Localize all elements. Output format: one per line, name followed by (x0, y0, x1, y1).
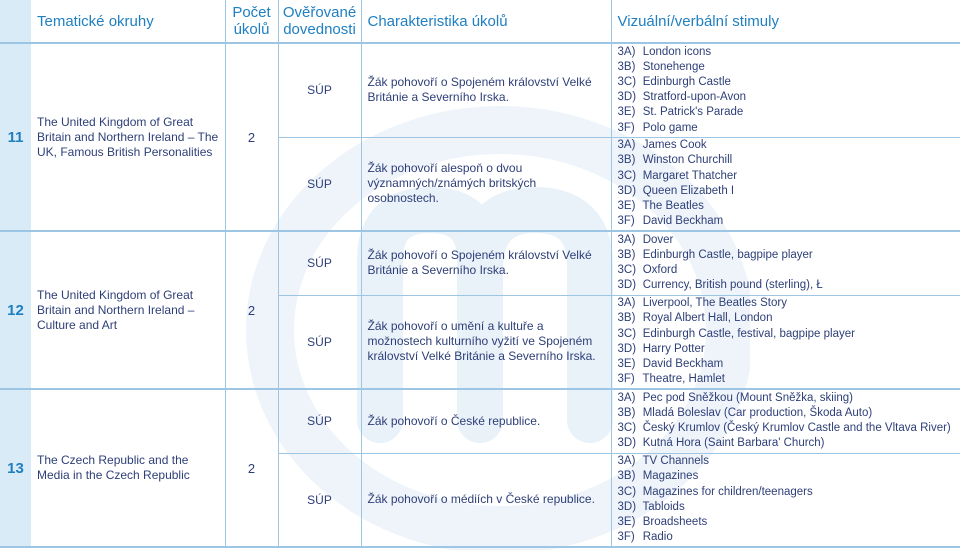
stimulus-item: 3C) Edinburgh Castle (617, 76, 731, 89)
header-stimuli: Vizuální/verbální stimuly (611, 0, 960, 43)
stimulus-item: 3F) Polo game (617, 121, 698, 134)
stimulus-item: 3B) Winston Churchill (617, 154, 733, 167)
stimulus-item: 3B) Magazines (617, 470, 699, 483)
header-number (0, 0, 31, 43)
task-description: Žák pohovoří alespoň o dvou významných/známých britských osobnostech. (361, 137, 611, 231)
task-count: 2 (225, 43, 278, 231)
stimulus-item: 3B) Mladá Boleslav (Car production, Škoda Auto) (617, 407, 873, 420)
stimulus-item: 3F) Radio (617, 531, 673, 544)
header-skills: Ověřované dovednosti (278, 0, 361, 43)
task-description: Žák pohovoří o Spojeném království Velké Británie a Severního Irska. (361, 231, 611, 295)
stimuli-list (611, 389, 960, 453)
stimulus-item: 3C) Edinburgh Castle, festival, bagpipe player (617, 327, 855, 340)
header-task-count: Počet úkolů (225, 0, 278, 43)
stimulus-item: 3A) TV Channels (617, 455, 709, 468)
stimulus-item: 3E) St. Patrick's Parade (617, 106, 744, 119)
topic-cell: The Czech Republic and the Media in the Czech Republic (31, 389, 225, 547)
stimulus-item: 3A) Dover (617, 233, 674, 246)
table-row (0, 43, 960, 137)
stimulus-item: 3E) Broadsheets (617, 515, 708, 528)
skill-cell: SÚP (278, 389, 361, 453)
stimuli-list (611, 43, 960, 137)
topic-cell: The United Kingdom of Great Britain and Northern Ireland – Culture and Art (31, 231, 225, 389)
stimulus-item: 3C) Oxford (617, 264, 678, 277)
stimulus-item: 3B) Edinburgh Castle, bagpipe player (617, 249, 813, 262)
skill-cell: SÚP (278, 43, 361, 137)
stimulus-item: 3A) Liverpool, The Beatles Story (617, 297, 787, 310)
stimuli-list (611, 295, 960, 389)
skill-cell: SÚP (278, 231, 361, 295)
stimulus-item: 3F) Theatre, Hamlet (617, 373, 725, 386)
table-row (0, 231, 960, 295)
stimuli-list (611, 453, 960, 547)
task-description: Žák pohovoří o České republice. (361, 389, 611, 453)
row-number: 12 (0, 231, 31, 389)
topic-cell: The United Kingdom of Great Britain and Northern Ireland – The UK, Famous British Personalities (31, 43, 225, 231)
header-topics: Tematické okruhy (31, 0, 225, 43)
stimulus-item: 3D) Stratford-upon-Avon (617, 91, 747, 104)
skill-cell: SÚP (278, 295, 361, 389)
task-description: Žák pohovoří o médiích v České republice. (361, 453, 611, 547)
stimulus-item: 3C) Margaret Thatcher (617, 169, 738, 182)
stimulus-item: 3D) Queen Elizabeth I (617, 184, 735, 197)
table-header-row (0, 0, 960, 43)
skill-cell: SÚP (278, 453, 361, 547)
stimulus-item: 3A) James Cook (617, 139, 707, 152)
task-description: Žák pohovoří o umění a kultuře a možnostech kulturního vyžití ve Spojeném království Velké Británie a Severního Irska. (361, 295, 611, 389)
stimulus-item: 3A) Pec pod Sněžkou (Mount Sněžka, skiing) (617, 391, 854, 404)
stimulus-item: 3A) London icons (617, 45, 712, 58)
task-count: 2 (225, 389, 278, 547)
table-row (0, 389, 960, 453)
stimulus-item: 3B) Royal Albert Hall, London (617, 312, 773, 325)
stimuli-list (611, 231, 960, 295)
row-number: 13 (0, 389, 31, 547)
stimulus-item: 3D) Harry Potter (617, 342, 705, 355)
row-number: 11 (0, 43, 31, 231)
stimulus-item: 3F) David Beckham (617, 215, 724, 228)
skill-cell: SÚP (278, 137, 361, 231)
task-count: 2 (225, 231, 278, 389)
header-task-description: Charakteristika úkolů (361, 0, 611, 43)
stimuli-list (611, 137, 960, 231)
stimulus-item: 3D) Currency, British pound (sterling), Ł (617, 279, 823, 292)
stimulus-item: 3C) Magazines for children/teenagers (617, 485, 813, 498)
stimulus-item: 3B) Stonehenge (617, 60, 705, 73)
stimulus-item: 3D) Tabloids (617, 500, 685, 513)
stimulus-item: 3D) Kutná Hora (Saint Barbara' Church) (617, 437, 825, 450)
task-description: Žák pohovoří o Spojeném království Velké Británie a Severního Irska. (361, 43, 611, 137)
stimulus-item: 3E) David Beckham (617, 357, 724, 370)
stimulus-item: 3C) Český Krumlov (Český Krumlov Castle and the Vltava River) (617, 422, 951, 435)
stimulus-item: 3E) The Beatles (617, 199, 704, 212)
